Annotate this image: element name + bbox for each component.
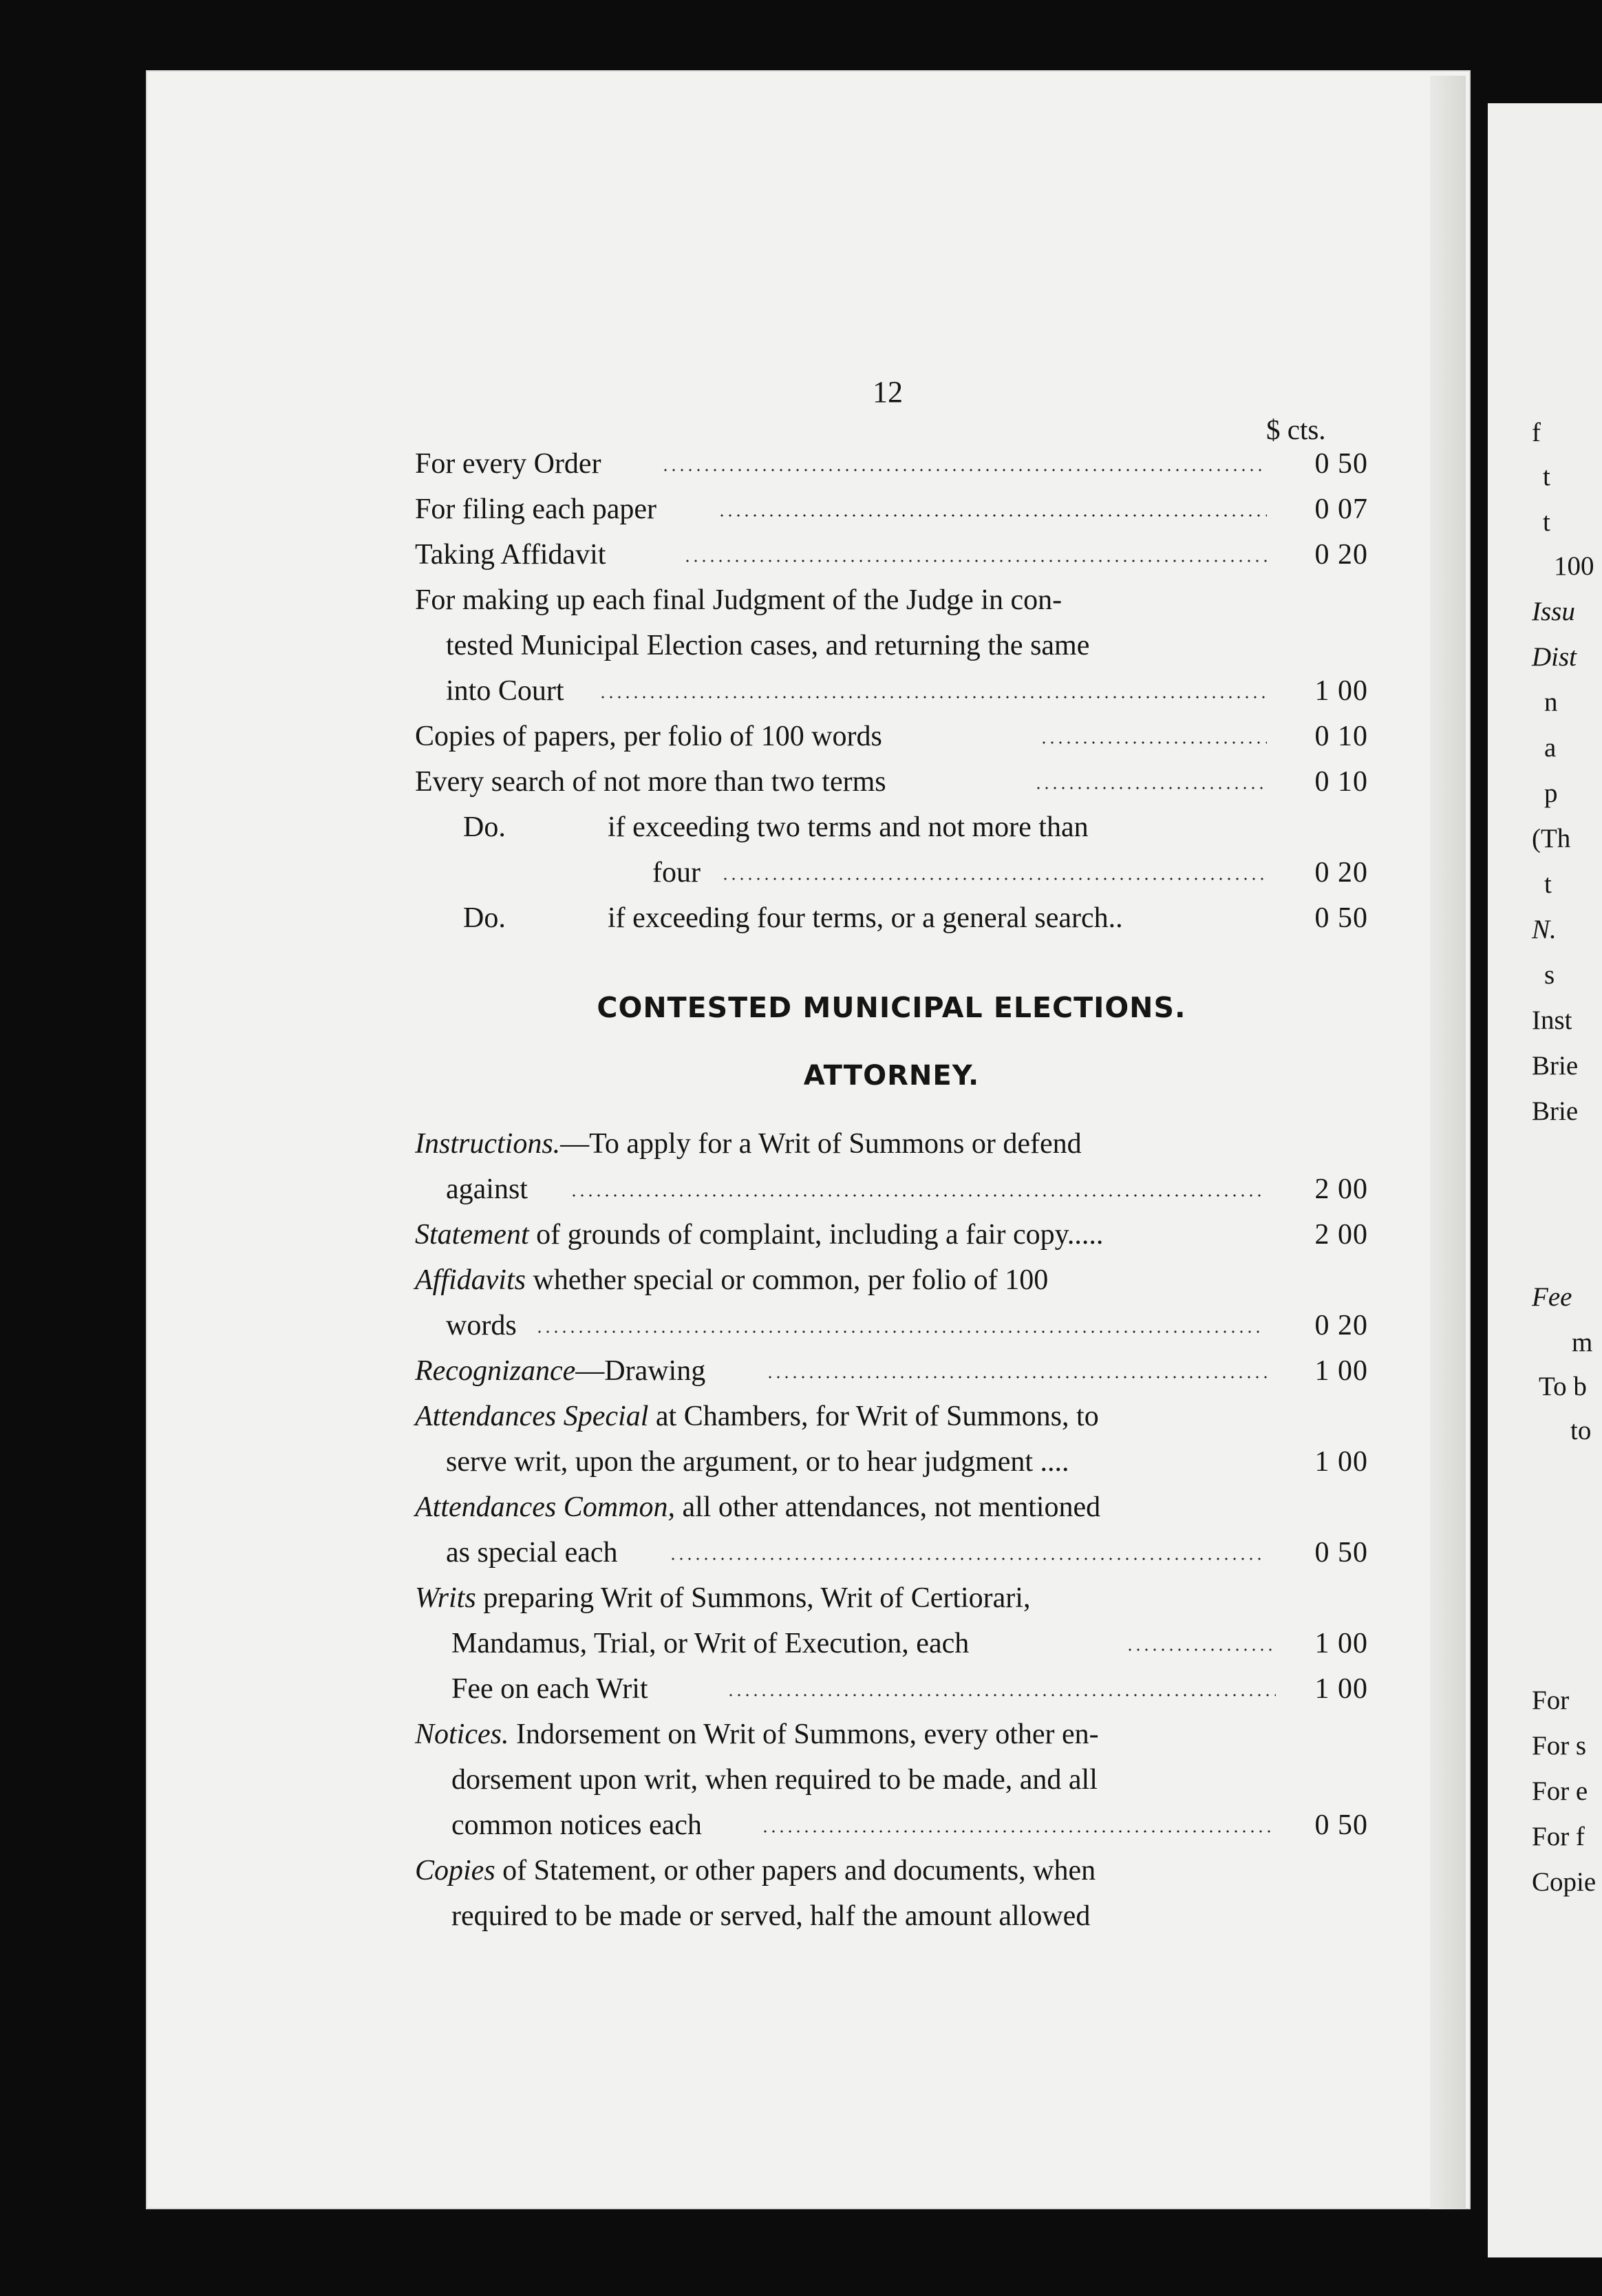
fee-label-line: words — [446, 1310, 517, 1341]
edge-fragment: To b — [1539, 1372, 1587, 1401]
dot-leader — [669, 1557, 1265, 1561]
fee-label: For filing each paper — [415, 493, 657, 525]
fee-label-line: common notices each — [451, 1809, 702, 1841]
edge-fragment: p — [1544, 778, 1558, 808]
edge-fragment: Fee — [1532, 1282, 1572, 1312]
fee-term: Writs — [415, 1582, 476, 1614]
fee-label-line: required to be made or served, half the amount allowed — [451, 1900, 1091, 1932]
fee-amount: 1 00 — [1314, 1628, 1368, 1659]
fee-label: Indorsement on Writ of Summons, every other en- — [509, 1719, 1099, 1750]
edge-fragment: For s — [1532, 1731, 1587, 1761]
dot-leader — [727, 1693, 1276, 1697]
fee-amount: 0 20 — [1314, 857, 1368, 889]
dot-leader — [570, 1193, 1265, 1198]
adjacent-page-edge — [1488, 103, 1602, 2257]
edge-fragment: For f — [1532, 1822, 1585, 1851]
section-title: CONTESTED MUNICIPAL ELECTIONS. — [597, 991, 1186, 1024]
fee-label: all other attendances, not mentioned — [674, 1491, 1101, 1523]
fee-label: Every search of not more than two terms — [415, 766, 886, 798]
fee-label-line: four — [652, 857, 701, 889]
fee-amount: 0 50 — [1314, 902, 1368, 934]
edge-fragment: Copie — [1532, 1867, 1596, 1897]
fee-term: Attendances Special — [415, 1401, 649, 1432]
fee-amount: 0 07 — [1314, 493, 1368, 525]
edge-fragment: 100 — [1554, 551, 1594, 581]
fee-label: if exceeding four terms, or a general search.. — [608, 902, 1123, 934]
fee-term: Notices. — [415, 1719, 509, 1750]
fee-label: For every Order — [415, 448, 601, 480]
fee-amount: 0 50 — [1314, 1537, 1368, 1569]
fee-term: Attendances Common, — [415, 1491, 675, 1523]
fee-amount: 1 00 — [1314, 1673, 1368, 1705]
edge-fragment: f — [1532, 418, 1541, 447]
fee-label: Fee on each Writ — [451, 1673, 648, 1705]
edge-fragment: Inst — [1532, 1006, 1572, 1035]
fee-amount: 0 20 — [1314, 1310, 1368, 1341]
edge-fragment: Brie — [1532, 1096, 1579, 1126]
dot-leader — [661, 468, 1267, 472]
edge-fragment: Brie — [1532, 1051, 1579, 1081]
edge-fragment: N. — [1532, 915, 1557, 944]
dot-leader — [766, 1375, 1267, 1379]
dot-leader — [683, 559, 1267, 563]
fee-label-line: if exceeding two terms and not more than — [608, 811, 1089, 843]
fee-amount: 0 50 — [1314, 448, 1368, 480]
fee-amount: 0 50 — [1314, 1809, 1368, 1841]
ditto-mark: Do. — [463, 811, 506, 843]
fee-term: Instructions. — [415, 1128, 561, 1160]
fee-amount: 0 20 — [1314, 539, 1368, 571]
page-fold-shadow — [1430, 76, 1466, 2209]
fee-label: Copies of papers, per folio of 100 words — [415, 721, 882, 752]
fee-label-line: For making up each final Judgment of the Judge in con- — [415, 584, 1062, 616]
fee-label: whether special or common, per folio of 100 — [526, 1264, 1049, 1296]
edge-fragment: a — [1544, 733, 1557, 763]
edge-fragment: m — [1572, 1328, 1593, 1357]
edge-fragment: s — [1544, 960, 1555, 990]
edge-fragment: n — [1544, 688, 1558, 717]
fee-term: Statement — [415, 1219, 529, 1251]
fee-label-line: dorsement upon writ, when required to be made, and all — [451, 1764, 1098, 1796]
edge-fragment: t — [1543, 462, 1550, 491]
fee-label: Taking Affidavit — [415, 539, 606, 571]
dot-leader — [1040, 741, 1267, 745]
fee-label-line: as special each — [446, 1537, 618, 1569]
edge-fragment: Dist — [1532, 642, 1577, 672]
fee-label: at Chambers, for Writ of Summons, to — [648, 1401, 1099, 1432]
fee-amount: 1 00 — [1314, 1355, 1368, 1387]
edge-fragment: t — [1543, 507, 1550, 537]
fee-label: of Statement, or other papers and documents, when — [495, 1855, 1096, 1886]
fee-amount: 0 10 — [1314, 721, 1368, 752]
dot-leader — [535, 1330, 1265, 1334]
page-number: 12 — [873, 375, 903, 409]
fee-amount: 2 00 — [1314, 1173, 1368, 1205]
fee-label: preparing Writ of Summons, Writ of Certiorari, — [476, 1582, 1031, 1614]
column-header: $ cts. — [1266, 414, 1326, 445]
dot-leader — [721, 877, 1265, 881]
fee-term: Recognizance — [415, 1355, 576, 1387]
dot-leader — [718, 513, 1267, 518]
dot-leader — [1126, 1648, 1276, 1652]
fee-label: —Drawing — [575, 1355, 706, 1387]
fee-label-line: against — [446, 1173, 528, 1205]
edge-fragment: t — [1544, 869, 1552, 899]
fee-label-line: Mandamus, Trial, or Writ of Execution, each — [451, 1628, 970, 1659]
edge-fragment: For e — [1532, 1776, 1588, 1806]
fee-label-line: tested Municipal Election cases, and returning the same — [446, 630, 1090, 661]
edge-fragment: For — [1532, 1686, 1570, 1715]
fee-label: —To apply for a Writ of Summons or defend — [560, 1128, 1082, 1160]
fee-term: Affidavits — [415, 1264, 526, 1296]
dot-leader — [761, 1829, 1276, 1833]
fee-amount: 2 00 — [1314, 1219, 1368, 1251]
dot-leader — [599, 695, 1265, 699]
dot-leader — [1034, 786, 1267, 790]
ditto-mark: Do. — [463, 902, 506, 934]
fee-amount: 1 00 — [1314, 1446, 1368, 1478]
edge-fragment: to — [1570, 1416, 1592, 1445]
section-subtitle: ATTORNEY. — [803, 1060, 980, 1092]
fee-label: of grounds of complaint, including a fair copy..... — [528, 1219, 1104, 1251]
fee-term: Copies — [415, 1855, 495, 1886]
fee-label-line: into Court — [446, 675, 564, 707]
edge-fragment: Issu — [1532, 597, 1575, 626]
edge-fragment: (Th — [1532, 824, 1571, 853]
fee-amount: 1 00 — [1314, 675, 1368, 707]
fee-amount: 0 10 — [1314, 766, 1368, 798]
fee-label-line: serve writ, upon the argument, or to hear judgment .... — [446, 1446, 1069, 1478]
